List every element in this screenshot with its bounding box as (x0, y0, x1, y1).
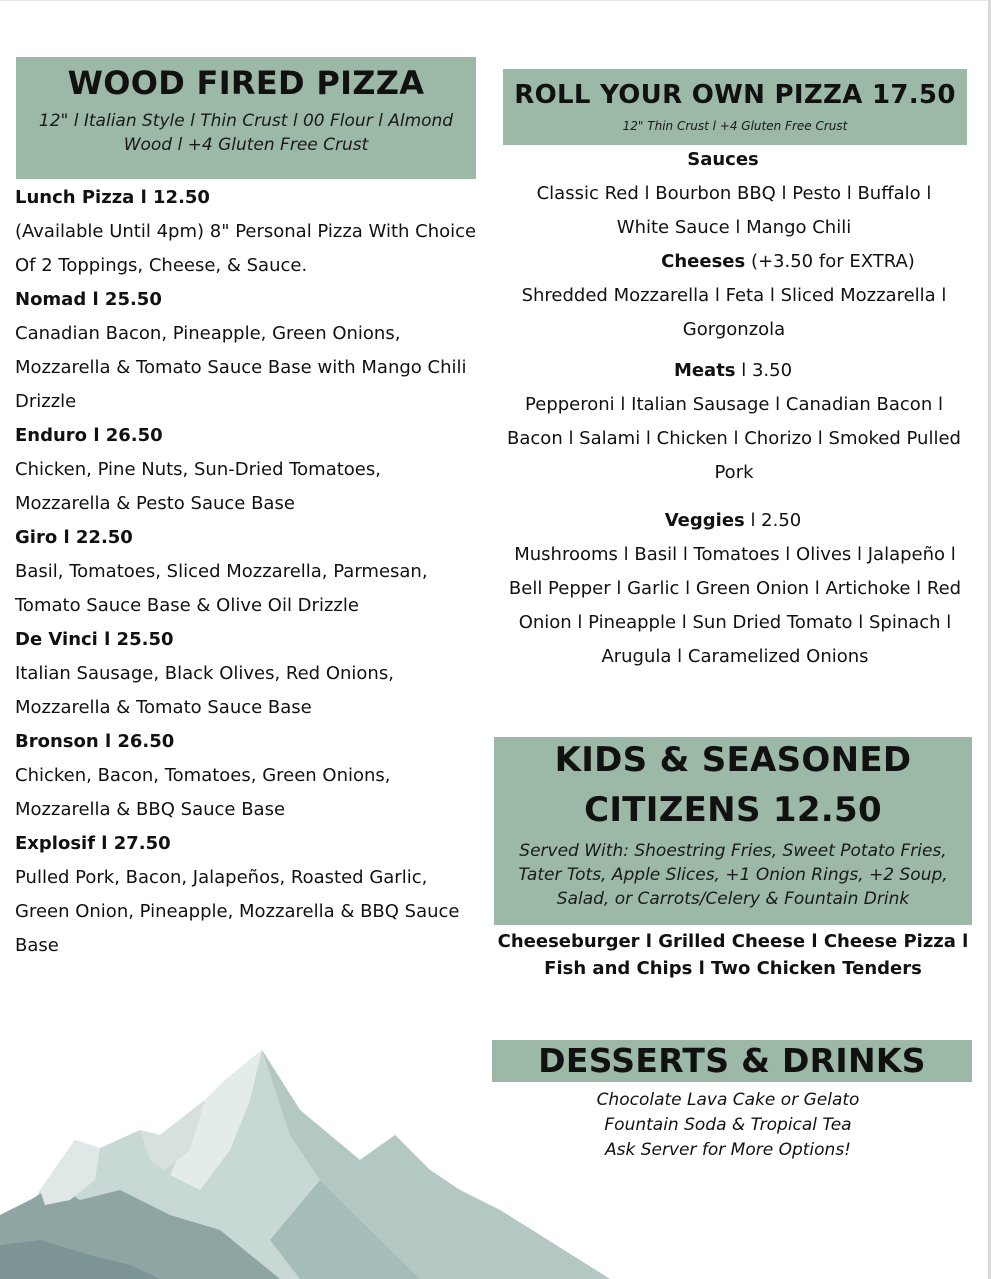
item-name: Enduro l 26.50 (15, 425, 163, 446)
meats-price: l 3.50 (735, 360, 793, 381)
dessert-line: Ask Server for More Options! (605, 1140, 851, 1160)
roll-your-own-title: ROLL YOUR OWN PIZZA 17.50 (514, 80, 956, 110)
desserts-list (492, 1088, 964, 1163)
roll-your-own-subtitle: 12" Thin Crust l +4 Gluten Free Crust (622, 119, 848, 133)
veggies-heading (503, 504, 963, 538)
desserts-header (492, 1040, 972, 1082)
meats-options: Pepperoni l Italian Sausage l Canadian Bacon l Bacon l Salami l Chicken l Chorizo l Smoked Pulled Pork (507, 394, 961, 483)
sauces-options: Classic Red l Bourbon BBQ l Pesto l Buffalo l White Sauce l Mango Chili (536, 183, 932, 238)
item-name: Bronson l 26.50 (15, 731, 175, 752)
meats-label: Meats (673, 360, 736, 381)
cheeses-options: Shredded Mozzarella l Feta l Sliced Mozzarella l Gorgonzola (521, 285, 947, 340)
item-description: (Available Until 4pm) 8" Personal Pizza With Choice Of 2 Toppings, Cheese, & Sauce. (15, 221, 477, 276)
item-name: Nomad l 25.50 (15, 289, 162, 310)
item-description: Pulled Pork, Bacon, Jalapeños, Roasted Garlic, Green Onion, Pineapple, Mozzarella & BBQ Sauce Base (15, 867, 460, 956)
menu-item (15, 827, 480, 963)
kids-subtitle: Served With: Shoestring Fries, Sweet Potato Fries, Tater Tots, Apple Slices, +1 Onion Rings, +2 Soup, Salad, or Carrots/Celery & Fountain Drink (518, 841, 948, 909)
sauces-label: Sauces (687, 149, 759, 170)
cheeses-heading (503, 245, 967, 279)
pizza-list (15, 181, 480, 963)
wood-fired-pizza-header (16, 57, 476, 179)
menu-item (15, 521, 480, 623)
item-name: Giro l 22.50 (15, 527, 133, 548)
menu-item (15, 725, 480, 827)
item-description: Canadian Bacon, Pineapple, Green Onions, Mozzarella & Tomato Sauce Base with Mango Chili Drizzle (15, 323, 467, 412)
item-name: De Vinci l 25.50 (15, 629, 174, 650)
kids-title: KIDS & SEASONED CITIZENS 12.50 (554, 740, 912, 830)
wood-fired-title: WOOD FIRED PIZZA (67, 64, 425, 102)
item-description: Basil, Tomatoes, Sliced Mozzarella, Parmesan, Tomato Sauce Base & Olive Oil Drizzle (15, 561, 428, 616)
meats-heading (503, 354, 963, 388)
dessert-line: Fountain Soda & Tropical Tea (604, 1115, 852, 1135)
cheeses-label: Cheeses (661, 251, 746, 272)
item-name: Explosif l 27.50 (15, 833, 171, 854)
menu-item (15, 283, 480, 419)
wood-fired-subtitle: 12" l Italian Style l Thin Crust l 00 Flour l Almond Wood l +4 Gluten Free Crust (38, 111, 454, 155)
kids-items: Cheeseburger l Grilled Cheese l Cheese Pizza l Fish and Chips l Two Chicken Tenders (497, 931, 969, 979)
menu-item (15, 623, 480, 725)
cheeses-note: (+3.50 for EXTRA) (745, 251, 915, 272)
veggies-options: Mushrooms l Basil l Tomatoes l Olives l Jalapeño l Bell Pepper l Garlic l Green Onion l Artichoke l Red Onion l Pineapple l Sun Dried Tomato l Spinach l Arugula l Caramelized Onions (508, 544, 962, 667)
item-description: Chicken, Bacon, Tomatoes, Green Onions, Mozzarella & BBQ Sauce Base (15, 765, 391, 820)
kids-header (494, 737, 972, 925)
item-name: Lunch Pizza l 12.50 (15, 187, 210, 208)
menu-item (15, 181, 480, 283)
roll-your-own-header (503, 69, 967, 145)
page-top-border (0, 0, 991, 1)
desserts-title: DESSERTS & DRINKS (538, 1041, 926, 1080)
veggies-price: l 2.50 (744, 510, 802, 531)
item-description: Italian Sausage, Black Olives, Red Onions, Mozzarella & Tomato Sauce Base (15, 663, 394, 718)
item-description: Chicken, Pine Nuts, Sun-Dried Tomatoes, Mozzarella & Pesto Sauce Base (15, 459, 381, 514)
dessert-line: Chocolate Lava Cake or Gelato (596, 1090, 860, 1110)
menu-item (15, 419, 480, 521)
veggies-label: Veggies (664, 510, 745, 531)
